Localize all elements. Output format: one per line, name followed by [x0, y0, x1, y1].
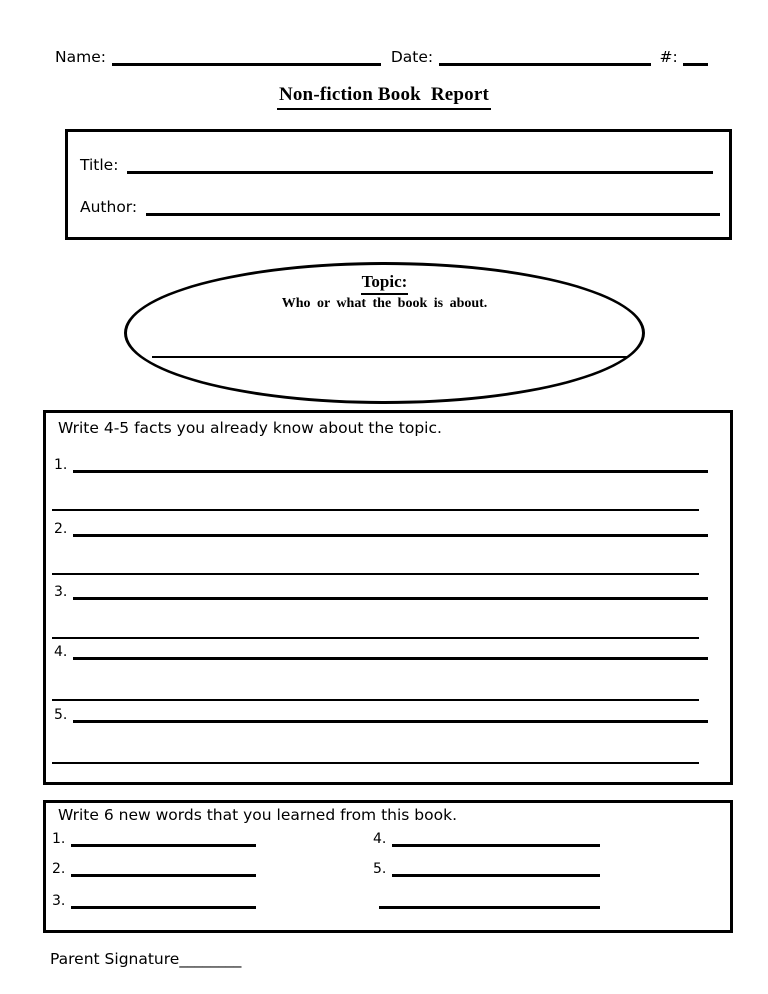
- fact-continuation-line[interactable]: [52, 509, 699, 511]
- number-input-line[interactable]: [683, 52, 708, 66]
- vocab-number: 1.: [52, 831, 66, 847]
- fact-continuation-line[interactable]: [52, 573, 699, 575]
- book-title-label: Title:: [80, 155, 119, 174]
- fact-number: 3.: [54, 584, 68, 600]
- name-label: Name:: [55, 47, 106, 66]
- fact-item: [54, 455, 708, 473]
- topic-input-line[interactable]: [152, 356, 627, 358]
- vocab-number: 5.: [373, 861, 387, 877]
- fact-continuation-line[interactable]: [52, 637, 699, 639]
- fact-input-line[interactable]: [73, 459, 708, 473]
- book-title-row: [80, 155, 713, 174]
- topic-ellipse: [124, 262, 645, 404]
- topic-heading: Topic:: [361, 272, 409, 295]
- fact-input-line[interactable]: [73, 709, 708, 723]
- vocab-number: 4.: [373, 831, 387, 847]
- book-title-input-line[interactable]: [127, 160, 713, 174]
- fact-item: [54, 642, 708, 660]
- fact-number: 4.: [54, 644, 68, 660]
- vocab-item: [52, 892, 256, 909]
- topic-heading-row: [127, 265, 642, 295]
- fact-item: [54, 582, 708, 600]
- book-author-row: [80, 197, 720, 216]
- book-author-input-line[interactable]: [146, 202, 720, 216]
- vocab-item: [373, 860, 600, 877]
- vocabulary-box: [43, 800, 733, 933]
- vocab-input-line[interactable]: [71, 863, 256, 877]
- fact-number: 1.: [54, 457, 68, 473]
- vocab-item: [52, 860, 256, 877]
- fact-input-line[interactable]: [73, 646, 708, 660]
- book-info-box: [65, 129, 732, 240]
- facts-box: [43, 410, 733, 785]
- book-author-label: Author:: [80, 197, 138, 216]
- fact-input-line[interactable]: [73, 586, 708, 600]
- number-label: #:: [659, 47, 678, 66]
- vocab-item: [373, 892, 600, 909]
- vocab-input-line[interactable]: [392, 863, 600, 877]
- vocab-number: 3.: [52, 893, 66, 909]
- parent-signature-label[interactable]: Parent Signature________: [50, 950, 242, 968]
- fact-number: 2.: [54, 521, 68, 537]
- vocab-input-line[interactable]: [379, 895, 600, 909]
- vocab-item: [52, 830, 256, 847]
- facts-prompt: Write 4-5 facts you already know about the topic.: [58, 419, 442, 437]
- vocabulary-prompt: Write 6 new words that you learned from this book.: [58, 806, 457, 824]
- vocab-input-line[interactable]: [392, 833, 600, 847]
- name-input-line[interactable]: [112, 52, 381, 66]
- page-title: Non-fiction Book Report: [277, 84, 491, 110]
- vocab-input-line[interactable]: [71, 895, 256, 909]
- topic-subheading: Who or what the book is about.: [281, 296, 488, 311]
- fact-continuation-line[interactable]: [52, 699, 699, 701]
- vocab-input-line[interactable]: [71, 833, 256, 847]
- date-label: Date:: [390, 47, 434, 66]
- date-input-line[interactable]: [439, 52, 651, 66]
- fact-item: [54, 705, 708, 723]
- fact-input-line[interactable]: [73, 523, 708, 537]
- fact-item: [54, 519, 708, 537]
- title-row: [0, 84, 768, 110]
- fact-number: 5.: [54, 707, 68, 723]
- vocab-number: 2.: [52, 861, 66, 877]
- fact-continuation-line[interactable]: [52, 762, 699, 764]
- vocab-item: [373, 830, 600, 847]
- header-row: [55, 44, 708, 66]
